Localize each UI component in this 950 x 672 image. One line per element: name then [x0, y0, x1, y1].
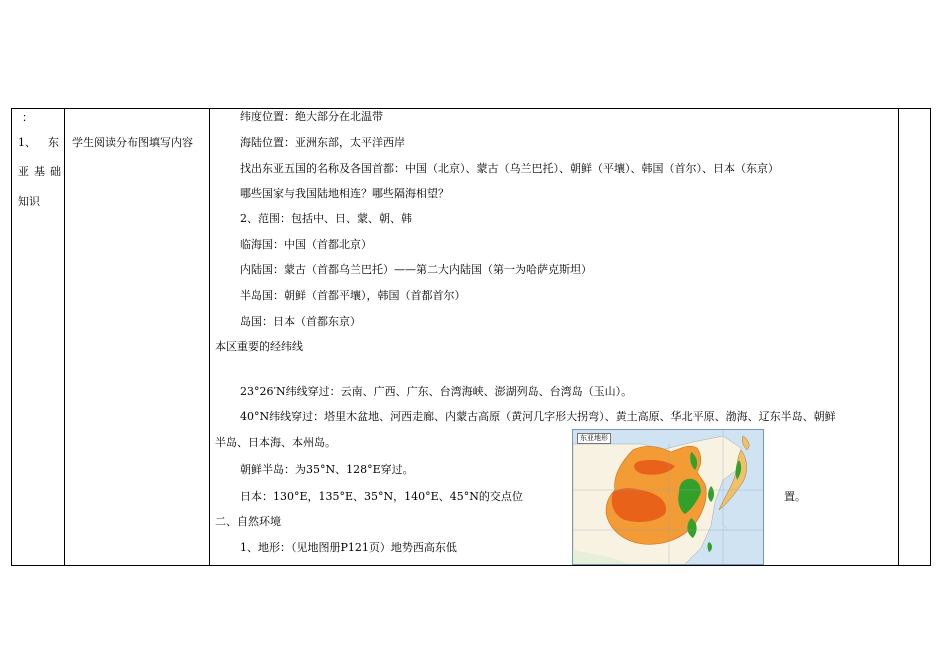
line-tropic-of-cancer: 23°26′N纬线穿过：云南、广西、广东、台湾海峡、澎湖列岛、台湾岛（玉山）。 [240, 385, 633, 398]
column-divider-3 [898, 109, 899, 565]
section-number: 1、 [18, 136, 36, 149]
line-neighbor-question: 哪些国家与我国陆地相连？哪些隔海相望？ [240, 187, 449, 200]
line-40n-parallel: 40°N纬线穿过：塔里木盆地、河西走廊、内蒙古高原（黄河几字形大拐弯）、黄土高原、华北平原、渤海、辽东半岛、朝鲜 [240, 410, 836, 423]
map-title: 东亚地形 [577, 433, 611, 444]
line-important-lines-heading: 本区重要的经纬线 [215, 340, 303, 353]
line-landlocked-country: 内陆国：蒙古（首都乌兰巴托）——第二大内陆国（第一为哈萨克斯坦） [240, 263, 592, 276]
line-scope: 2、范围：包括中、日、蒙、朝、韩 [240, 212, 412, 225]
section-mark: ： [22, 111, 33, 124]
line-island-country: 岛国：日本（首都东京） [240, 315, 361, 328]
section-title-part1: 东 [48, 136, 59, 149]
student-activity-cell [65, 109, 209, 565]
line-peninsula-countries: 半岛国：朝鲜（首都平壤），韩国（首都首尔） [240, 289, 466, 302]
section-title-part3: 知识 [18, 195, 40, 208]
line-latitude-position: 纬度位置：绝大部分在北温带 [240, 110, 383, 123]
line-coastal-country: 临海国：中国（首都北京） [240, 238, 372, 251]
content-cell [210, 109, 898, 565]
east-asia-terrain-map [572, 429, 764, 565]
lesson-table [11, 108, 931, 566]
line-40n-parallel-cont: 半岛、日本海、本州岛。 [215, 436, 336, 449]
line-land-sea-position: 海陆位置：亚洲东部，太平洋西岸 [240, 136, 405, 149]
line-japan-coords: 日本：130°E，135°E、35°N，140°E、45°N的交点位 [240, 490, 523, 503]
line-korean-peninsula: 朝鲜半岛：为35°N、128°E穿过。 [240, 463, 414, 476]
line-five-countries: 找出东亚五国的名称及各国首都：中国（北京）、蒙古（乌兰巴托）、朝鲜（平壤）、韩国（首尔）、日本（东京） [240, 162, 779, 175]
student-activity-text: 学生阅读分布图填写内容 [72, 136, 193, 149]
terrain-map-graphic [573, 430, 764, 565]
section-title-part2: 亚基础 [18, 165, 66, 178]
line-japan-coords-end: 置。 [784, 490, 806, 503]
section-label-cell [12, 109, 64, 565]
line-terrain: 1、地形：（见地图册P121页）地势西高东低 [240, 541, 457, 554]
line-natural-environment: 二、自然环境 [215, 515, 281, 528]
